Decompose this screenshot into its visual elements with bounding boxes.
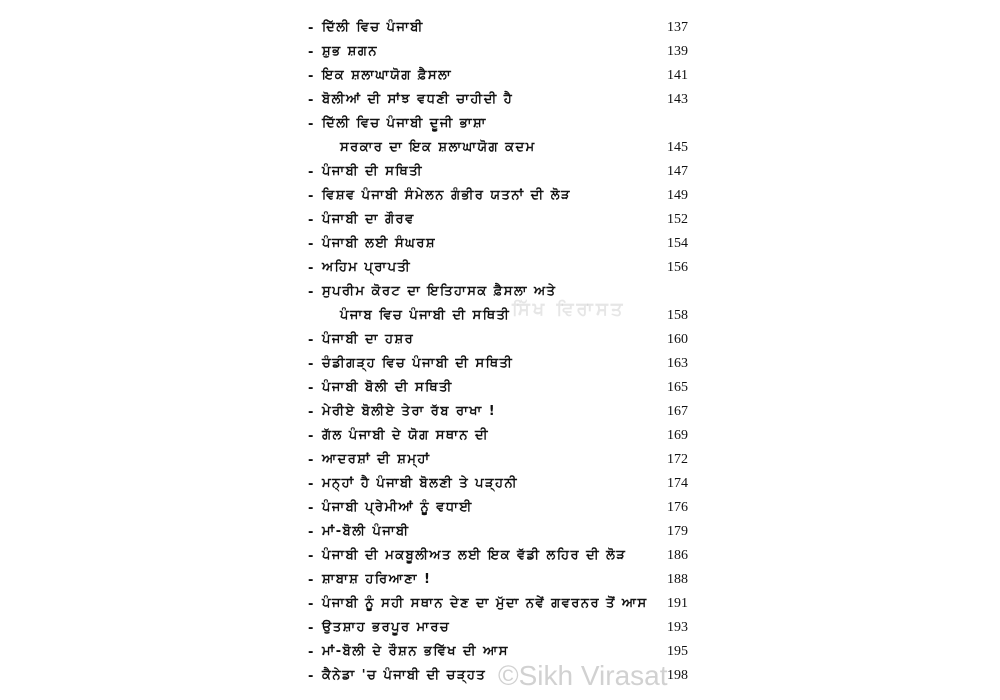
- toc-entry: [308, 450, 698, 474]
- toc-entry: [308, 282, 698, 330]
- toc-entry: [308, 114, 698, 162]
- toc-line: [308, 570, 698, 594]
- toc-title: ਪੰਜਾਬ ਵਿਚ ਪੰਜਾਬੀ ਦੀ ਸਥਿਤੀ: [340, 308, 511, 323]
- toc-line: [308, 378, 698, 402]
- toc-title: ਦਿੱਲੀ ਵਿਚ ਪੰਜਾਬੀ: [322, 20, 424, 35]
- bullet-dash: -: [308, 117, 314, 132]
- toc-line: [308, 114, 698, 138]
- toc-entry: [308, 18, 698, 42]
- toc-title: ਵਿਸ਼ਵ ਪੰਜਾਬੀ ਸੰਮੇਲਨ ਗੰਭੀਰ ਯਤਨਾਂ ਦੀ ਲੋੜ: [322, 188, 571, 203]
- toc-title: ਉਤਸ਼ਾਹ ਭਰਪੂਰ ਮਾਰਚ: [322, 620, 451, 635]
- bullet-dash: -: [308, 621, 314, 636]
- toc-title: ਪੰਜਾਬੀ ਨੂੰ ਸਹੀ ਸਥਾਨ ਦੇਣ ਦਾ ਮੁੱਦਾ ਨਵੇਂ ਗਵਰਨਰ ਤੋਂ ਆਸ: [322, 596, 648, 611]
- toc-entry: [308, 234, 698, 258]
- page-number: 137: [667, 20, 688, 35]
- bullet-dash: -: [308, 285, 314, 300]
- toc-title: ਪੰਜਾਬੀ ਲਈ ਸੰਘਰਸ਼: [322, 236, 437, 251]
- toc-line: [308, 450, 698, 474]
- toc-title: ਅਹਿਮ ਪ੍ਰਾਪਤੀ: [322, 260, 412, 275]
- toc-entry: [308, 66, 698, 90]
- toc-entry: [308, 162, 698, 186]
- toc-line: [308, 18, 698, 42]
- toc-line: [308, 90, 698, 114]
- page-number: 193: [667, 620, 688, 635]
- toc-title: ਮਾਂ-ਬੋਲੀ ਪੰਜਾਬੀ: [322, 524, 410, 539]
- toc-title: ਸ਼ਾਬਾਸ਼ ਹਰਿਆਣਾ !: [322, 572, 432, 587]
- toc-title: ਮਨ੍ਹਾਂ ਹੈ ਪੰਜਾਬੀ ਬੋਲਣੀ ਤੇ ਪੜ੍ਹਨੀ: [322, 476, 519, 491]
- toc-title: ਸਰਕਾਰ ਦਾ ਇਕ ਸ਼ਲਾਘਾਯੋਗ ਕਦਮ: [340, 140, 536, 155]
- bullet-dash: -: [308, 69, 314, 84]
- page-number: 167: [667, 404, 688, 419]
- toc-entry: [308, 498, 698, 522]
- toc-entry: [308, 618, 698, 642]
- page-number: 195: [667, 644, 688, 659]
- bullet-dash: -: [308, 45, 314, 60]
- page-number: 145: [667, 140, 688, 155]
- page-number: 186: [667, 548, 688, 563]
- toc-line: [308, 138, 698, 162]
- toc-entry: [308, 426, 698, 450]
- bullet-dash: -: [308, 189, 314, 204]
- bullet-dash: -: [308, 261, 314, 276]
- page-number: 156: [667, 260, 688, 275]
- toc-entry: [308, 210, 698, 234]
- page-number: 147: [667, 164, 688, 179]
- toc-title: ਗੱਲ ਪੰਜਾਬੀ ਦੇ ਯੋਗ ਸਥਾਨ ਦੀ: [322, 428, 490, 443]
- bullet-dash: -: [308, 357, 314, 372]
- page-number: 174: [667, 476, 688, 491]
- toc-entry: [308, 378, 698, 402]
- toc-entry: [308, 546, 698, 570]
- toc-line: [308, 402, 698, 426]
- page-number: 139: [667, 44, 688, 59]
- toc-entry: [308, 474, 698, 498]
- page-number: 198: [667, 668, 688, 683]
- bullet-dash: -: [308, 501, 314, 516]
- toc-title: ਸੁਪਰੀਮ ਕੋਰਟ ਦਾ ਇਤਿਹਾਸਕ ਫ਼ੈਸਲਾ ਅਤੇ: [322, 284, 557, 299]
- page-number: 169: [667, 428, 688, 443]
- toc-line: [308, 474, 698, 498]
- toc-line: [308, 234, 698, 258]
- toc-title: ਸ਼ੁਭ ਸ਼ਗਨ: [322, 44, 378, 59]
- toc-line: [308, 210, 698, 234]
- toc-title: ਕੈਨੇਡਾ 'ਚ ਪੰਜਾਬੀ ਦੀ ਚੜ੍ਹਤ: [322, 668, 487, 683]
- bullet-dash: -: [308, 333, 314, 348]
- toc-line: [308, 618, 698, 642]
- bullet-dash: -: [308, 93, 314, 108]
- watermark-gurmukhi: ਸਿੱਖ ਵਿਰਾਸਤ: [512, 299, 626, 320]
- toc-entry: [308, 354, 698, 378]
- page-number: 176: [667, 500, 688, 515]
- page-number: 179: [667, 524, 688, 539]
- toc-title: ਪੰਜਾਬੀ ਦੀ ਮਕਬੂਲੀਅਤ ਲਈ ਇਕ ਵੱਡੀ ਲਹਿਰ ਦੀ ਲੋੜ: [322, 548, 627, 563]
- bullet-dash: -: [308, 525, 314, 540]
- toc-title: ਪੰਜਾਬੀ ਬੋਲੀ ਦੀ ਸਥਿਤੀ: [322, 380, 453, 395]
- toc-entry: [308, 402, 698, 426]
- toc-title: ਮੇਰੀਏ ਬੋਲੀਏ ਤੇਰਾ ਰੱਬ ਰਾਖਾ !: [322, 404, 497, 419]
- bullet-dash: -: [308, 21, 314, 36]
- toc-line: [308, 42, 698, 66]
- toc-line: [308, 354, 698, 378]
- page-number: 191: [667, 596, 688, 611]
- page-number: 152: [667, 212, 688, 227]
- toc-entry: [308, 594, 698, 618]
- toc-entry: [308, 186, 698, 210]
- page-number: 143: [667, 92, 688, 107]
- toc-line: [308, 162, 698, 186]
- toc-line: [308, 330, 698, 354]
- toc-line: [308, 282, 698, 306]
- bullet-dash: -: [308, 477, 314, 492]
- toc-line: [308, 186, 698, 210]
- page-number: 154: [667, 236, 688, 251]
- bullet-dash: -: [308, 381, 314, 396]
- toc-title: ਪੰਜਾਬੀ ਦੀ ਸਥਿਤੀ: [322, 164, 424, 179]
- page-number: 172: [667, 452, 688, 467]
- page-number: 141: [667, 68, 688, 83]
- toc-line: [308, 306, 698, 330]
- toc-title: ਦਿੱਲੀ ਵਿਚ ਪੰਜਾਬੀ ਦੂਜੀ ਭਾਸ਼ਾ: [322, 116, 487, 131]
- bullet-dash: -: [308, 669, 314, 684]
- bullet-dash: -: [308, 237, 314, 252]
- bullet-dash: -: [308, 213, 314, 228]
- page-number: 158: [667, 308, 688, 323]
- bullet-dash: -: [308, 597, 314, 612]
- toc-entry: [308, 330, 698, 354]
- toc-entry: [308, 90, 698, 114]
- page-number: 165: [667, 380, 688, 395]
- toc-title: ਬੋਲੀਆਂ ਦੀ ਸਾਂਝ ਵਧਣੀ ਚਾਹੀਦੀ ਹੈ: [322, 92, 514, 107]
- toc-line: [308, 522, 698, 546]
- bullet-dash: -: [308, 429, 314, 444]
- toc-title: ਪੰਜਾਬੀ ਪ੍ਰੇਮੀਆਂ ਨੂੰ ਵਧਾਈ: [322, 500, 473, 515]
- bullet-dash: -: [308, 573, 314, 588]
- bullet-dash: -: [308, 165, 314, 180]
- page-number: 149: [667, 188, 688, 203]
- page-number: 163: [667, 356, 688, 371]
- bullet-dash: -: [308, 645, 314, 660]
- toc-title: ਪੰਜਾਬੀ ਦਾ ਹਸ਼ਰ: [322, 332, 415, 347]
- toc-title: ਪੰਜਾਬੀ ਦਾ ਗੌਰਵ: [322, 212, 415, 227]
- toc-entry: [308, 522, 698, 546]
- bullet-dash: -: [308, 549, 314, 564]
- toc-entry: [308, 42, 698, 66]
- toc-line: [308, 258, 698, 282]
- page-number: 188: [667, 572, 688, 587]
- toc-entry: [308, 258, 698, 282]
- toc-entry: [308, 570, 698, 594]
- toc-line: [308, 66, 698, 90]
- toc-title: ਮਾਂ-ਬੋਲੀ ਦੇ ਰੌਸ਼ਨ ਭਵਿੱਖ ਦੀ ਆਸ: [322, 644, 509, 659]
- toc-title: ਚੰਡੀਗੜ੍ਹ ਵਿਚ ਪੰਜਾਬੀ ਦੀ ਸਥਿਤੀ: [322, 356, 514, 371]
- watermark-copyright: ©Sikh Virasat: [498, 660, 668, 691]
- page-number: 160: [667, 332, 688, 347]
- bullet-dash: -: [308, 405, 314, 420]
- toc-title: ਆਦਰਸ਼ਾਂ ਦੀ ਸ਼ਮ੍ਹਾਂ: [322, 452, 431, 467]
- toc-line: [308, 426, 698, 450]
- toc-line: [308, 594, 698, 618]
- bullet-dash: -: [308, 453, 314, 468]
- toc-line: [308, 546, 698, 570]
- toc-title: ਇਕ ਸ਼ਲਾਘਾਯੋਗ ਫ਼ੈਸਲਾ: [322, 68, 453, 83]
- toc-line: [308, 498, 698, 522]
